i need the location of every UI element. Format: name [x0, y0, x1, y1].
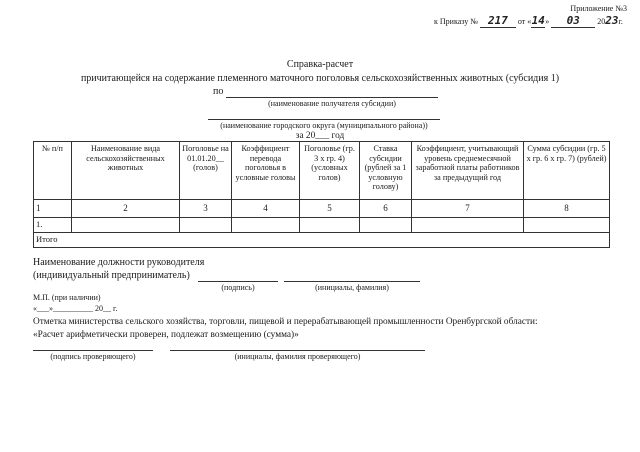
col-number-4: 4 — [232, 200, 300, 218]
order-number: 217 — [480, 14, 516, 28]
subsidy-table — [33, 141, 610, 248]
table-row — [34, 218, 610, 233]
row-1-label: 1. — [34, 218, 72, 233]
order-year-prefix: 20 — [597, 17, 606, 26]
col-number-2: 2 — [72, 200, 180, 218]
stamp-label: М.П. (при наличии) — [33, 293, 101, 302]
col-header-5: Поголовье (гр. 3 х гр. 4) (условных голов) — [300, 142, 360, 200]
position-line-1: Наименование должности руководителя — [33, 257, 205, 268]
table-cell — [412, 218, 524, 233]
total-label: Итого — [34, 233, 610, 248]
col-header-2: Наименование вида сельскохозяйственных животных — [72, 142, 180, 200]
table-cell — [232, 218, 300, 233]
col-number-6: 6 — [360, 200, 412, 218]
table-total-row — [34, 233, 610, 248]
table-header-row — [34, 142, 610, 200]
col-header-1: № п/п — [34, 142, 72, 200]
verification-statement: «Расчет арифметически проверен, подлежат возмещению (сумма)» — [33, 330, 299, 340]
order-date-prefix: от « — [517, 17, 532, 26]
table-cell — [180, 218, 232, 233]
municipality-caption: (наименование городского округа (муниципального района)) — [220, 121, 428, 130]
table-number-row — [34, 200, 610, 218]
po-label: по — [213, 86, 224, 97]
checker-name-caption: (инициалы, фамилия проверяющего) — [234, 352, 361, 361]
table-cell — [300, 218, 360, 233]
signature-caption: (подпись) — [221, 283, 255, 292]
col-header-6: Ставка субсидии (рублей за 1 условную голову) — [360, 142, 412, 200]
initials-line — [284, 281, 420, 282]
order-reference: к Приказу № 217 от «14» 03 2023г. — [434, 14, 623, 27]
order-month: 03 — [551, 14, 595, 28]
date-line: «___»__________ 20__ г. — [33, 304, 118, 313]
table-cell — [360, 218, 412, 233]
position-line-2: (индивидуальный предприниматель) — [33, 270, 190, 281]
checker-name-line — [170, 350, 425, 351]
initials-caption: (инициалы, фамилия) — [315, 283, 389, 292]
document-title: Справка-расчет — [286, 59, 354, 70]
col-header-7: Коэффициент, учитывающий уровень среднемесячной заработной платы работников за предыдущий год — [412, 142, 524, 200]
col-number-5: 5 — [300, 200, 360, 218]
order-prefix: к Приказу № — [434, 17, 478, 26]
order-day: 14 — [531, 14, 545, 27]
col-header-4: Коэффициент перевода поголовья в условные головы — [232, 142, 300, 200]
checker-signature-caption: (подпись проверяющего) — [50, 352, 136, 361]
table-cell — [524, 218, 610, 233]
recipient-caption: (наименование получателя субсидии) — [268, 99, 396, 108]
table-cell — [72, 218, 180, 233]
col-number-1: 1 — [34, 200, 72, 218]
col-number-8: 8 — [524, 200, 610, 218]
recipient-name-line — [226, 97, 438, 98]
order-year-end: г. — [618, 17, 623, 26]
document-subtitle: причитающейся на содержание племенного маточного поголовья сельскохозяйственных животных (субсидия 1) — [80, 73, 560, 84]
signature-line — [198, 281, 278, 282]
col-number-7: 7 — [412, 200, 524, 218]
appendix-label: Приложение №3 — [570, 4, 627, 13]
municipality-line — [208, 119, 440, 120]
ministry-note: Отметка министерства сельского хозяйства, торговли, пищевой и перерабатывающей промышленности Оренбургской области: — [33, 317, 538, 327]
col-number-3: 3 — [180, 200, 232, 218]
checker-signature-line — [33, 350, 153, 351]
year-label: за 20___ год — [295, 131, 345, 141]
col-header-3: Поголовье на 01.01.20__ (голов) — [180, 142, 232, 200]
order-year-suffix: 23 — [605, 14, 619, 27]
col-header-8: Сумма субсидии (гр. 5 х гр. 6 х гр. 7) (рублей) — [524, 142, 610, 200]
